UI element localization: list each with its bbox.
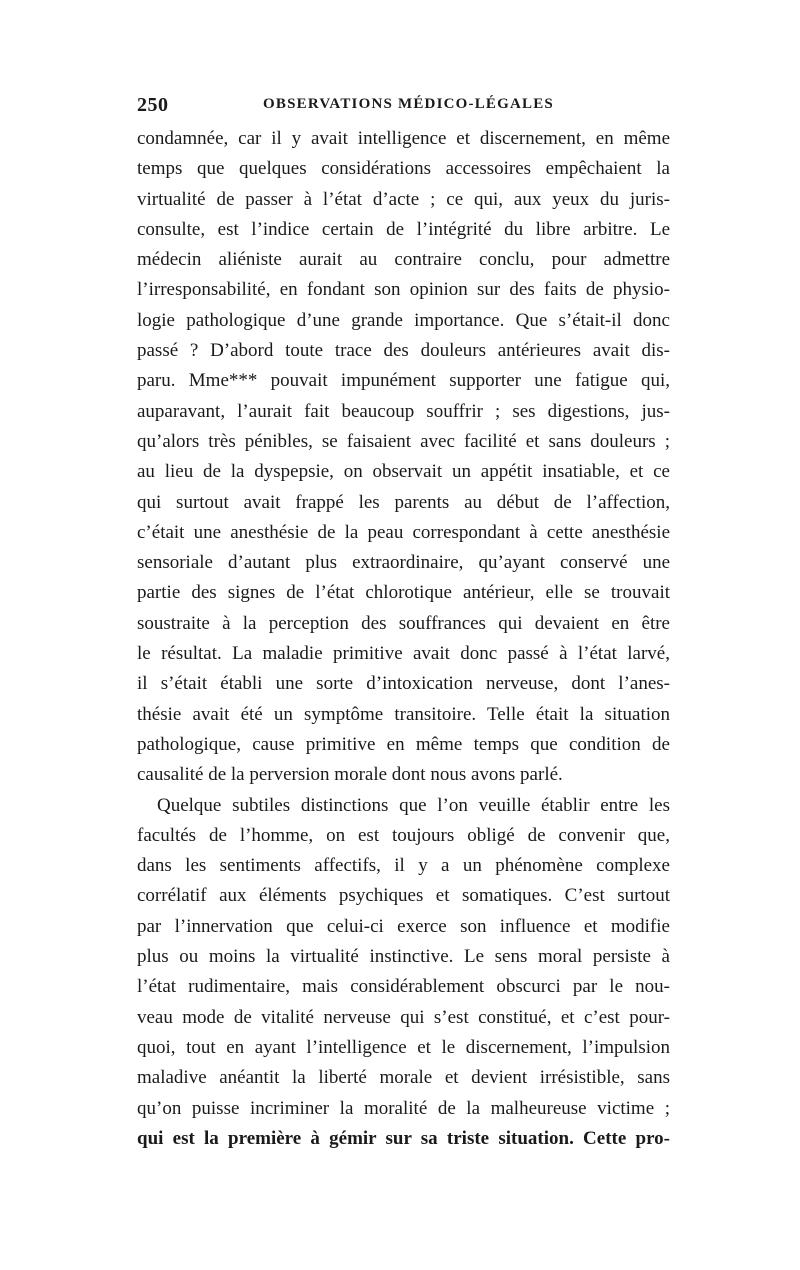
text-line: partie des signes de l’état chlorotique antérieur, elle se trouvait xyxy=(137,582,670,604)
text-line: c’était une anesthésie de la peau correspondant à cette anesthésie xyxy=(137,521,670,543)
running-title: OBSERVATIONS MÉDICO-LÉGALES xyxy=(263,96,554,112)
text-line: veau mode de vitalité nerveuse qui s’est constitué, et c’est pour- xyxy=(137,1006,670,1028)
body-text xyxy=(137,124,670,1154)
text-line: soustraite à la perception des souffrances qui devaient en être xyxy=(137,612,670,634)
text-line: qui est la première à gémir sur sa triste situation. Cette pro- xyxy=(137,1127,670,1149)
text-line: auparavant, l’aurait fait beaucoup souffrir ; ses digestions, jus- xyxy=(137,400,670,422)
text-line: consulte, est l’indice certain de l’intégrité du libre arbitre. Le xyxy=(137,218,670,240)
text-line: l’irresponsabilité, en fondant son opinion sur des faits de physio- xyxy=(137,279,670,301)
text-line: l’état rudimentaire, mais considérablement obscurci par le nou- xyxy=(137,976,670,998)
text-line: par l’innervation que celui-ci exerce son influence et modifie xyxy=(137,915,670,937)
text-line: quoi, tout en ayant l’intelligence et le discernement, l’impulsion xyxy=(137,1036,670,1058)
text-line: virtualité de passer à l’état d’acte ; ce qui, aux yeux du juris- xyxy=(137,188,670,210)
text-line: facultés de l’homme, on est toujours obligé de convenir que, xyxy=(137,824,670,846)
text-line: thésie avait été un symptôme transitoire. Telle était la situation xyxy=(137,703,670,725)
text-line: au lieu de la dyspepsie, on observait un appétit insatiable, et ce xyxy=(137,461,670,483)
text-line: il s’était établi une sorte d’intoxication nerveuse, dont l’anes- xyxy=(137,673,670,695)
running-head xyxy=(137,94,670,118)
text-line: sensoriale d’autant plus extraordinaire, qu’ayant conservé une xyxy=(137,552,670,574)
text-line: temps que quelques considérations accessoires empêchaient la xyxy=(137,158,670,180)
text-line: médecin aliéniste aurait au contraire conclu, pour admettre xyxy=(137,249,670,271)
text-line: maladive anéantit la liberté morale et devient irrésistible, sans xyxy=(137,1067,670,1089)
paragraph-end-line: causalité de la perversion morale dont nous avons parlé. xyxy=(137,764,563,786)
text-line: dans les sentiments affectifs, il y a un phénomène complexe xyxy=(137,855,670,877)
text-line: plus ou moins la virtualité instinctive. Le sens moral persiste à xyxy=(137,946,670,968)
text-line: qu’on puisse incriminer la moralité de la malheureuse victime ; xyxy=(137,1097,670,1119)
text-line: qu’alors très pénibles, se faisaient avec facilité et sans douleurs ; xyxy=(137,430,670,452)
text-line: passé ? D’abord toute trace des douleurs antérieures avait dis- xyxy=(137,340,670,362)
text-line: le résultat. La maladie primitive avait donc passé à l’état larvé, xyxy=(137,643,670,665)
text-line: pathologique, cause primitive en même temps que condition de xyxy=(137,733,670,755)
text-line: paru. Mme*** pouvait impunément supporter une fatigue qui, xyxy=(137,370,670,392)
text-line: qui surtout avait frappé les parents au début de l’affection, xyxy=(137,491,670,513)
page-number: 250 xyxy=(137,94,169,116)
paragraph-start-line: Quelque subtiles distinctions que l’on veuille établir entre les xyxy=(157,794,670,816)
text-line: condamnée, car il y avait intelligence et discernement, en même xyxy=(137,128,670,149)
text-line: logie pathologique d’une grande importance. Que s’était-il donc xyxy=(137,309,670,331)
text-line: corrélatif aux éléments psychiques et somatiques. C’est surtout xyxy=(137,885,670,907)
